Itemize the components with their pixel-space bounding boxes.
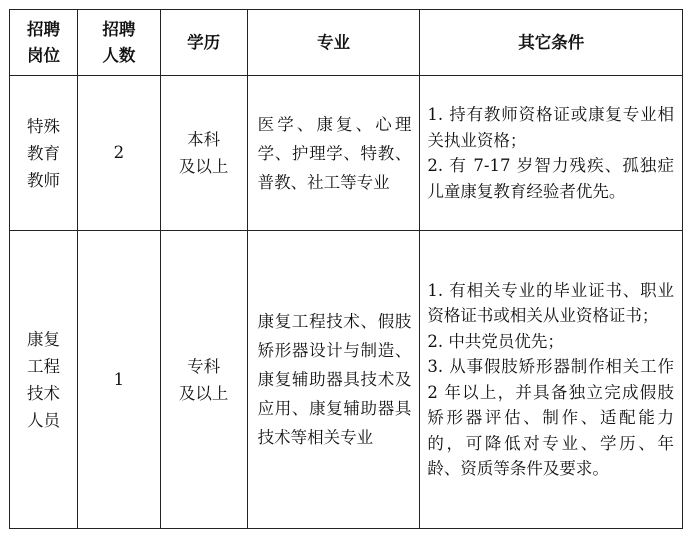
condition-item: 1. 有相关专业的毕业证书、职业资格证书或相关从业资格证书； [427,280,674,325]
header-conditions: 其它条件 [420,10,683,76]
major-cell: 康复工程技术、假肢矫形器设计与制造、康复辅助器具技术及应用、康复辅助器具技术等相关专业 [247,231,420,529]
recruitment-table [9,9,683,529]
education-cell: 本科 及以上 [160,76,247,231]
header-row [10,10,683,76]
count-cell: 2 [77,76,160,231]
table-row [10,231,683,529]
header-education: 学历 [160,10,247,76]
condition-item: 3. 从事假肢矫形器制作相关工作 2 年以上，并具备独立完成假肢矫形器评估、制作、适配能力的，可降低对专业、学历、年龄、资质等条件及要求。 [427,357,674,478]
position-cell: 康复 工程 技术 人员 [10,231,78,529]
condition-item: 2. 有 7-17 岁智力残疾、孤独症儿童康复教育经验者优先。 [427,156,674,201]
header-major: 专业 [247,10,420,76]
conditions-cell [420,231,683,529]
count-cell: 1 [77,231,160,529]
table-row [10,76,683,231]
education-cell: 专科 及以上 [160,231,247,529]
major-cell: 医学、康复、心理学、护理学、特教、普教、社工等专业 [247,76,420,231]
condition-item: 1. 持有教师资格证或康复专业相关执业资格； [427,105,674,150]
header-count: 招聘 人数 [77,10,160,76]
position-cell: 特殊 教育 教师 [10,76,78,231]
condition-item: 2. 中共党员优先； [427,331,564,351]
conditions-cell [420,76,683,231]
header-position: 招聘 岗位 [10,10,78,76]
